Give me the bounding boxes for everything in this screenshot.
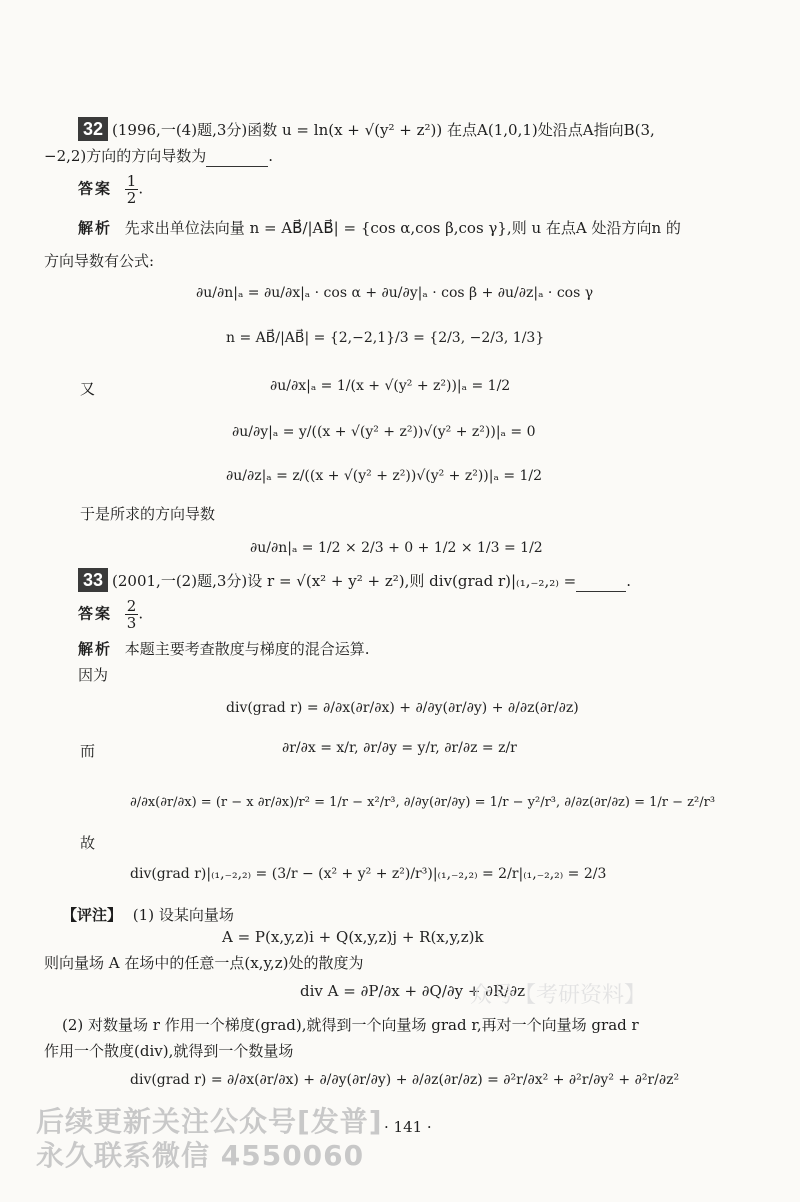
answer-label: 答案 <box>78 179 113 198</box>
q32-answer: 答案 $\frac{1}{2}$ . <box>78 172 144 207</box>
q33-jiexi: 解析 本题主要考查散度与梯度的混合运算. <box>78 640 370 658</box>
q32-you: 又 <box>80 380 96 398</box>
q32-eq3: ∂u/∂x|ₐ = 1/(x + √(y² + z²))|ₐ = 1/2 <box>270 378 511 394</box>
q33-answer-blank <box>576 575 626 592</box>
comment-label: 【评注】 <box>62 906 123 924</box>
q32-answer-blank <box>206 150 268 167</box>
q32-jiexi-line2: 方向导数有公式: <box>44 252 155 270</box>
q32-line2: −2,2)方向的方向导数为 . <box>44 147 274 165</box>
q33-yinwei: 因为 <box>78 666 109 684</box>
q33-line1: 33 (2001,一(2)题,3分)设 r = √(x² + y² + z²),则 div(grad r)|₍₁,₋₂,₂₎ = . <box>78 568 631 592</box>
q32-eq1: ∂u/∂n|ₐ = ∂u/∂x|ₐ · cos α + ∂u/∂y|ₐ · cos β + ∂u/∂z|ₐ · cos γ <box>196 285 594 301</box>
q33-gu: 故 <box>80 834 96 852</box>
answer-label: 答案 <box>78 604 113 623</box>
ghost-watermark: 众号【考研资料】 <box>470 983 647 1008</box>
q32-eq2: n = AB⃗/|AB⃗| = {2,−2,1}/3 = {2/3, −2/3, 1/3} <box>226 330 545 346</box>
q33-badge: 33 <box>78 568 108 592</box>
q32-line1: 32 (1996,一(4)题,3分)函数 u = ln(x + √(y² + z²)) 在点A(1,0,1)处沿点A指向B(3, <box>78 117 655 141</box>
jiexi-label: 解析 <box>78 219 113 237</box>
comment-eq1: A = P(x,y,z)i + Q(x,y,z)j + R(x,y,z)k <box>222 928 484 946</box>
q33-answer: 答案 $\frac{2}{3}$ . <box>78 597 144 632</box>
comment-eq3: div(grad r) = ∂/∂x(∂r/∂x) + ∂/∂y(∂r/∂y) + ∂/∂z(∂r/∂z) = ∂²r/∂x² + ∂²r/∂y² + ∂²r/∂z² <box>130 1072 680 1088</box>
jiexi-label: 解析 <box>78 640 113 658</box>
q33-answer-fraction: $\frac{2}{3}$ <box>126 597 137 632</box>
q32-eq4: ∂u/∂y|ₐ = y/((x + √(y² + z²))√(y² + z²))|ₐ = 0 <box>232 424 536 440</box>
q33-eq4: div(grad r)|₍₁,₋₂,₂₎ = (3/r − (x² + y² + z²)/r³)|₍₁,₋₂,₂₎ = 2/r|₍₁,₋₂,₂₎ = 2/3 <box>130 866 607 882</box>
comment-eq2: div A = ∂P/∂x + ∂Q/∂y + ∂R/∂z <box>300 982 526 1000</box>
page-number: · 141 · <box>384 1118 432 1136</box>
q32-eq6: ∂u/∂n|ₐ = 1/2 × 2/3 + 0 + 1/2 × 1/3 = 1/2 <box>250 540 543 556</box>
q33-er: 而 <box>80 742 96 760</box>
comment-p4: 作用一个散度(div),就得到一个数量场 <box>44 1042 294 1060</box>
watermark-line2: 永久联系微信 4550060 <box>36 1139 365 1172</box>
comment-p3: (2) 对数量场 r 作用一个梯度(grad),就得到一个向量场 grad r,再对一个向量场 grad r <box>62 1016 639 1034</box>
q32-answer-fraction: $\frac{1}{2}$ <box>126 172 137 207</box>
q32-yushi: 于是所求的方向导数 <box>80 505 216 523</box>
comment-intro: 【评注】 (1) 设某向量场 <box>62 906 234 924</box>
comment-p2: 则向量场 A 在场中的任意一点(x,y,z)处的散度为 <box>44 954 364 972</box>
q33-eq3: ∂/∂x(∂r/∂x) = (r − x ∂r/∂x)/r² = 1/r − x²/r³, ∂/∂y(∂r/∂y) = 1/r − y²/r³, ∂/∂z(∂r/∂z) = 1/r − z²/r³ <box>130 795 716 810</box>
q32-badge: 32 <box>78 117 108 141</box>
q33-eq1: div(grad r) = ∂/∂x(∂r/∂x) + ∂/∂y(∂r/∂y) + ∂/∂z(∂r/∂z) <box>226 700 579 716</box>
watermark-line1: 后续更新关注公众号[发普] <box>36 1105 383 1138</box>
q32-jiexi: 解析 先求出单位法向量 n = AB⃗/|AB⃗| = {cos α,cos β,cos γ},则 u 在点A 处沿方向n 的 <box>78 219 681 237</box>
q32-eq5: ∂u/∂z|ₐ = z/((x + √(y² + z²))√(y² + z²))|ₐ = 1/2 <box>226 468 543 484</box>
q33-eq2: ∂r/∂x = x/r, ∂r/∂y = y/r, ∂r/∂z = z/r <box>282 740 517 756</box>
